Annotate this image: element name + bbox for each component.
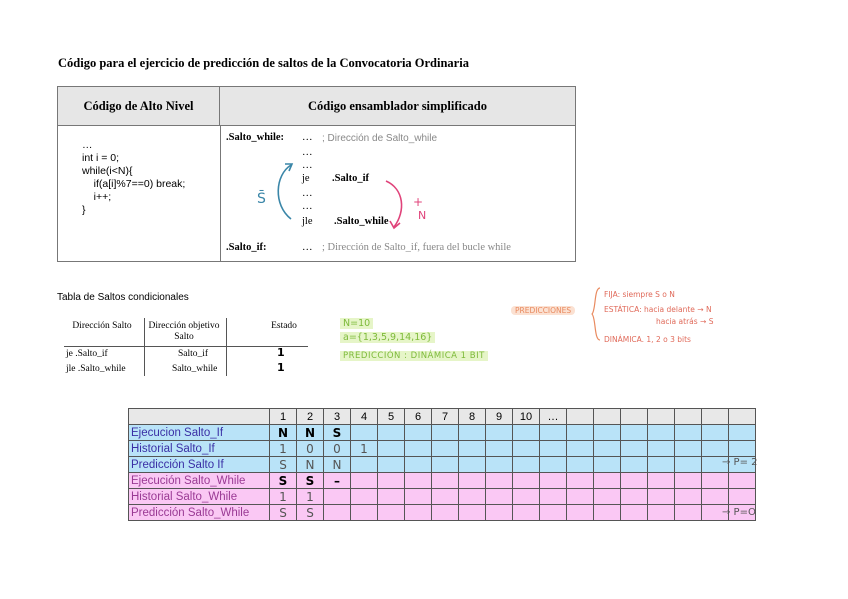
grid-cell [459,505,486,521]
grid-cell: N [297,457,324,473]
grid-cell [567,457,594,473]
grid-cell: S [270,505,297,521]
table-cell: je .Salto_if [66,349,108,359]
grid-cell [432,473,459,489]
grid-cell [621,505,648,521]
note-estatica-2: hacia atrás → S [656,317,714,326]
grid-cell [594,425,621,441]
row-label: Historial Salto_If [129,441,270,457]
grid-cell [594,473,621,489]
if-comment: ; Dirección de Salto_if, fuera del bucle while [322,242,511,253]
grid-cell [702,441,729,457]
grid-cell [648,489,675,505]
grid-cell [459,489,486,505]
label-salto-if: .Salto_if: [226,242,267,253]
grid-cell [513,457,540,473]
grid-header-cell: 8 [459,409,486,425]
grid-cell [621,489,648,505]
grid-cell [459,425,486,441]
note-fija: FIJA: siempre S o N [604,290,675,299]
cond-jumps-title: Tabla de Saltos condicionales [57,292,189,303]
grid-cell [513,441,540,457]
asm-dots: … [302,147,313,158]
note-n: N=10 [340,318,373,329]
grid-cell: S [324,425,351,441]
grid-cell [378,457,405,473]
grid-cell [324,505,351,521]
grid-cell [486,457,513,473]
col-header: Dirección Salto [72,321,132,331]
grid-cell: N [270,425,297,441]
grid-header-cell [675,409,702,425]
asm-dots: … [302,188,313,199]
note-array: a={1,3,5,9,14,16} [340,332,435,343]
grid-cell [486,473,513,489]
grid-cell [432,425,459,441]
high-level-code [82,139,185,217]
grid-cell [459,441,486,457]
row-label: Ejecución Salto_While [129,473,270,489]
grid-row-prediccion-while [129,505,756,521]
grid-cell [540,505,567,521]
grid-cell [675,489,702,505]
grid-header-cell [594,409,621,425]
grid-cell [594,489,621,505]
page-title: Código para el ejercicio de predicción de saltos de la Convocatoria Ordinaria [58,56,469,70]
grid-cell [702,489,729,505]
grid-cell: 1 [351,441,378,457]
grid-header-cell: 4 [351,409,378,425]
grid-cell: S [270,473,297,489]
grid-cell [486,489,513,505]
code-line: if(a[i]%7==0) break; [82,178,186,190]
grid-cell: 1 [270,441,297,457]
grid-cell: N [324,457,351,473]
grid-header-cell: 1 [270,409,297,425]
grid-cell [675,457,702,473]
grid-header-cell: 7 [432,409,459,425]
grid-header-row [129,409,756,425]
grid-cell [432,457,459,473]
grid-cell [513,473,540,489]
grid-cell [513,489,540,505]
note-predicciones: PREDICCIONES [511,306,575,315]
forward-arrow-icon [380,177,410,233]
grid-header-cell: 10 [513,409,540,425]
grid-row-historial-if [129,441,756,457]
label-salto-while: .Salto_while: [226,132,285,143]
grid-header-cell [648,409,675,425]
grid-cell [540,489,567,505]
grid-header-cell: … [540,409,567,425]
grid-row-prediccion-if [129,457,756,473]
asm-dots: … [302,201,313,212]
grid-cell [621,457,648,473]
grid-cell [648,441,675,457]
grid-cell: – [324,473,351,489]
grid-cell [648,425,675,441]
grid-cell [405,489,432,505]
grid-cell [594,505,621,521]
grid-header-cell [729,409,756,425]
grid-cell [405,473,432,489]
grid-cell: S [270,457,297,473]
note-estatica: ESTÁTICA: hacia delante → N [604,305,712,314]
col-header: Estado [271,321,297,331]
grid-cell [567,425,594,441]
grid-cell [540,425,567,441]
table-cell: 1 [277,361,285,374]
table-cell: jle .Salto_while [66,364,126,374]
grid-cell [405,425,432,441]
grid-cell [648,505,675,521]
grid-cell [459,473,486,489]
grid-cell [675,473,702,489]
grid-cell [378,425,405,441]
annot-n: N [418,209,427,222]
je-instruction: je [302,173,310,184]
grid-cell [459,457,486,473]
grid-row-ejecucion-if [129,425,756,441]
grid-cell [432,441,459,457]
grid-cell [675,441,702,457]
grid-cell [675,505,702,521]
note-p-if: → P= 2 [722,457,758,468]
grid-cell [540,473,567,489]
while-dots: … [302,132,313,143]
row-label: Historial Salto_While [129,489,270,505]
grid-header-cell: 3 [324,409,351,425]
grid-cell [351,505,378,521]
while-comment: ; Dirección de Salto_while [322,133,438,144]
grid-cell [486,441,513,457]
grid-cell [351,473,378,489]
code-line: i++; [82,191,112,203]
brace-icon [590,286,602,342]
grid-cell [675,425,702,441]
grid-cell [567,473,594,489]
col-header: Dirección objetivo Salto [148,321,220,342]
grid-cell [729,425,756,441]
grid-cell [594,441,621,457]
grid-cell [432,505,459,521]
grid-cell [729,441,756,457]
table-cell: Salto_while [172,364,218,374]
grid-row-historial-while [129,489,756,505]
asm-dots: … [302,160,313,171]
col-divider [226,318,227,376]
grid-cell [567,441,594,457]
grid-cell [378,473,405,489]
jle-instruction: jle [302,216,313,227]
col-divider [144,318,145,376]
grid-header-cell: 9 [486,409,513,425]
grid-header-cell: 5 [378,409,405,425]
header-divider [64,346,308,347]
code-table [57,86,576,262]
row-label: Ejecucion Salto_If [129,425,270,441]
grid-cell [621,425,648,441]
grid-cell [513,505,540,521]
grid-cell: 1 [270,489,297,505]
grid-cell: 1 [297,489,324,505]
grid-row-ejecucion-while [129,473,756,489]
header-high-level: Código de Alto Nivel [58,87,220,126]
grid-cell [729,473,756,489]
grid-cell [648,473,675,489]
grid-cell: S [297,505,324,521]
grid-header-cell: 6 [405,409,432,425]
if-dots: … [302,242,313,253]
grid-cell [324,489,351,505]
grid-cell [351,489,378,505]
je-target: .Salto_if [332,173,370,184]
grid-cell [351,425,378,441]
table-cell: Salto_if [178,349,209,359]
grid-cell [594,457,621,473]
table-cell: 1 [277,346,285,359]
grid-cell [486,425,513,441]
grid-header-cell [129,409,270,425]
grid-cell [702,473,729,489]
code-line: while(i<N){ [82,165,133,177]
grid-cell [702,425,729,441]
grid-cell [486,505,513,521]
grid-cell [405,457,432,473]
grid-cell [405,505,432,521]
grid-header-cell [702,409,729,425]
grid-cell: N [297,425,324,441]
note-dinamica: DINÁMICA. 1, 2 o 3 bits [604,335,691,344]
grid-cell [378,505,405,521]
grid-cell [540,457,567,473]
grid-cell: 0 [297,441,324,457]
grid-cell [567,489,594,505]
grid-header-cell [621,409,648,425]
grid-header-cell: 2 [297,409,324,425]
grid-cell [513,425,540,441]
grid-cell: 0 [324,441,351,457]
code-line: int i = 0; [82,152,120,164]
note-p-while: → P=O [722,507,756,518]
grid-header-cell [567,409,594,425]
grid-cell [567,505,594,521]
annot-s-bar: S̄ [257,191,266,207]
grid-cell [432,489,459,505]
grid-cell [621,441,648,457]
backward-arrow-icon [263,161,299,223]
row-label: Predicción Salto_While [129,505,270,521]
grid-cell [540,441,567,457]
grid-cell [378,489,405,505]
jle-target: .Salto_while [334,216,389,227]
column-divider [220,126,221,261]
prediction-grid [128,408,756,521]
annot-plus: + [413,195,424,209]
code-line: … [82,139,93,151]
header-assembler: Código ensamblador simplificado [220,87,575,126]
grid-cell [378,441,405,457]
row-label: Predicción Salto If [129,457,270,473]
grid-cell [729,489,756,505]
grid-cell [405,441,432,457]
grid-cell [351,457,378,473]
grid-cell [621,473,648,489]
grid-cell [648,457,675,473]
code-line: } [82,204,86,216]
note-prediction: PREDICCIÓN : DINÁMICA 1 BIT [340,351,488,361]
grid-cell: S [297,473,324,489]
